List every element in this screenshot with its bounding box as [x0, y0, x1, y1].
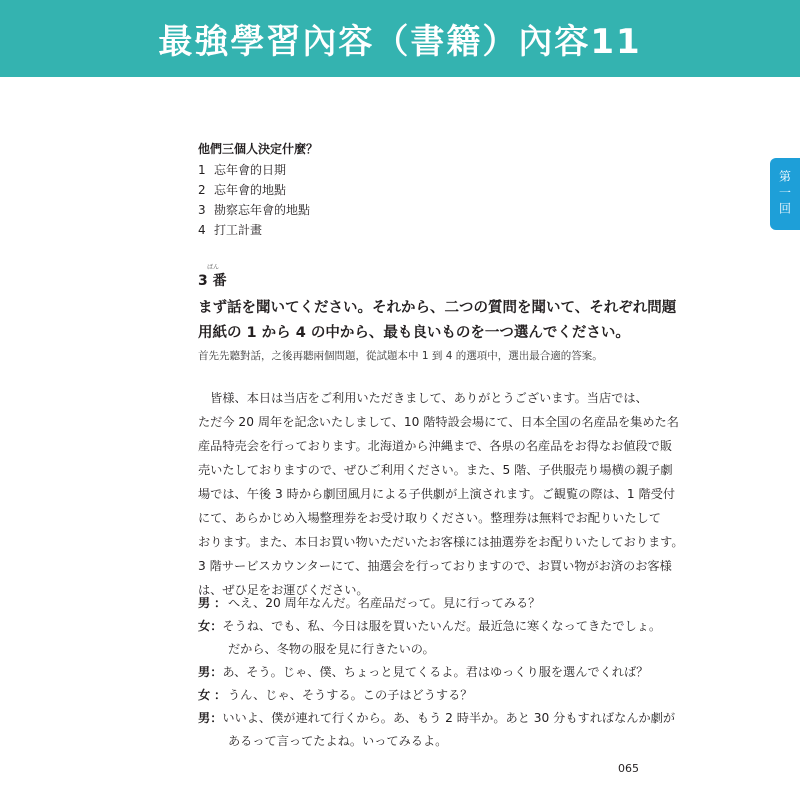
option-3	[198, 200, 310, 220]
passage-line: おります。また、本日お買い物いただいたお客様には抽選券をお配りいたしております。	[198, 535, 684, 549]
dialogue-text: へえ、20 周年なんだ。名産品だって。見に行ってみる？	[228, 596, 541, 610]
option-4	[198, 220, 310, 240]
passage-line: 産品特売会を行っております。北海道から沖縄まで、各県の名産品をお得なお値段で販	[198, 439, 673, 453]
dialogue-text: だから、冬物の服を見に行きたいの。	[228, 642, 435, 656]
instruction-translation: 首先先聽對話，之後再聽兩個問題，從試題本中 1 到 4 的選項中，選出最合適的答案。	[198, 350, 603, 362]
dialogue-line: 男 ： いいよ、僕が連れて行くから。あ、もう 2 時半か。あと 30 分もすればなんか劇が	[198, 707, 628, 730]
dialogue-line: 女 ： うん、じゃ、そうする。この子はどうする？	[198, 684, 628, 707]
section-ruby: ばん	[207, 264, 220, 271]
passage-line: にて、あらかじめ入場整理券をお受け取りください。整理券は無料でお配りいたして	[198, 511, 661, 525]
announcement-passage	[198, 386, 684, 602]
passage-line: 場では、午後 3 時から劇団風月による子供劇が上演されます。ご観覧の際は、1 階受付	[198, 487, 676, 501]
passage-line: 売いたしておりますので、ぜひご利用ください。また、5 階、子供服売り場横の親子劇	[198, 463, 673, 477]
answer-options	[198, 160, 310, 240]
page-number: 065	[618, 762, 639, 775]
question-prompt: 他們三個人決定什麼？	[198, 142, 319, 156]
instruction-text	[198, 296, 677, 346]
dialogue-text: いいよ、僕が連れて行くから。あ、もう 2 時半か。あと 30 分もすればなんか劇が	[222, 711, 676, 725]
dialogue	[198, 592, 676, 753]
speaker-label: 男	[198, 711, 211, 725]
option-text: 忘年會的日期	[214, 163, 287, 177]
option-1	[198, 160, 310, 180]
dialogue-text: うん、じゃ、そうする。この子はどうする？	[228, 688, 473, 702]
dialogue-text: あ、そう。じゃ、僕、ちょっと見てくるよ。君はゆっくり服を選んでくれば？	[222, 665, 649, 679]
dialogue-line	[198, 730, 628, 753]
dialogue-line: 男 ： あ、そう。じゃ、僕、ちょっと見てくるよ。君はゆっくり服を選んでくれば？	[198, 661, 628, 684]
dialogue-line: 女 ： そうね、でも、私、今日は服を買いたいんだ。最近急に寒くなってきたでしょ。	[198, 615, 628, 638]
passage-line: ただ今 20 周年を記念いたしまして、10 階特設会場にて、日本全国の名産品を集めた名	[198, 415, 679, 429]
option-text: 打工計畫	[214, 223, 263, 237]
option-number: 3	[198, 203, 206, 217]
passage-line: は、ぜひ足をお運びください。	[198, 583, 369, 597]
dialogue-text: そうね、でも、私、今日は服を買いたいんだ。最近急に寒くなってきたでしょ。	[222, 619, 662, 633]
option-number: 2	[198, 183, 206, 197]
option-2	[198, 180, 310, 200]
passage-line: 皆様、本日は当店をご利用いただきまして、ありがとうございます。当店では、	[198, 391, 648, 405]
instruction-line-2: 用紙の 1 から 4 の中から、最も良いものを一つ選んでください。	[198, 325, 630, 341]
passage-line: 3 階サービスカウンターにて、抽選会を行っておりますので、お買い物がお済のお客様	[198, 559, 672, 573]
speaker-label: 女	[198, 619, 211, 633]
header-banner	[0, 0, 800, 77]
option-number: 1	[198, 163, 206, 177]
page-title: 最強學習內容（書籍）內容11	[158, 22, 642, 62]
speaker-label: 女	[198, 688, 211, 702]
option-text: 忘年會的地點	[214, 183, 287, 197]
section-heading: 3 番	[198, 273, 227, 289]
option-number: 4	[198, 223, 206, 237]
option-text: 勘察忘年會的地點	[214, 203, 311, 217]
instruction-line-1: まず話を聞いてください。それから、二つの質問を聞いて、それぞれ問題	[198, 300, 677, 316]
chapter-tab-label: 第一回	[777, 170, 792, 218]
speaker-label: 男	[198, 596, 211, 610]
chapter-tab[interactable]	[770, 158, 800, 230]
dialogue-line	[198, 638, 628, 661]
speaker-label: 男	[198, 665, 211, 679]
dialogue-line: 男 ： へえ、20 周年なんだ。名産品だって。見に行ってみる？	[198, 592, 628, 615]
dialogue-text: あるって言ってたよね。いってみるよ。	[228, 734, 448, 748]
